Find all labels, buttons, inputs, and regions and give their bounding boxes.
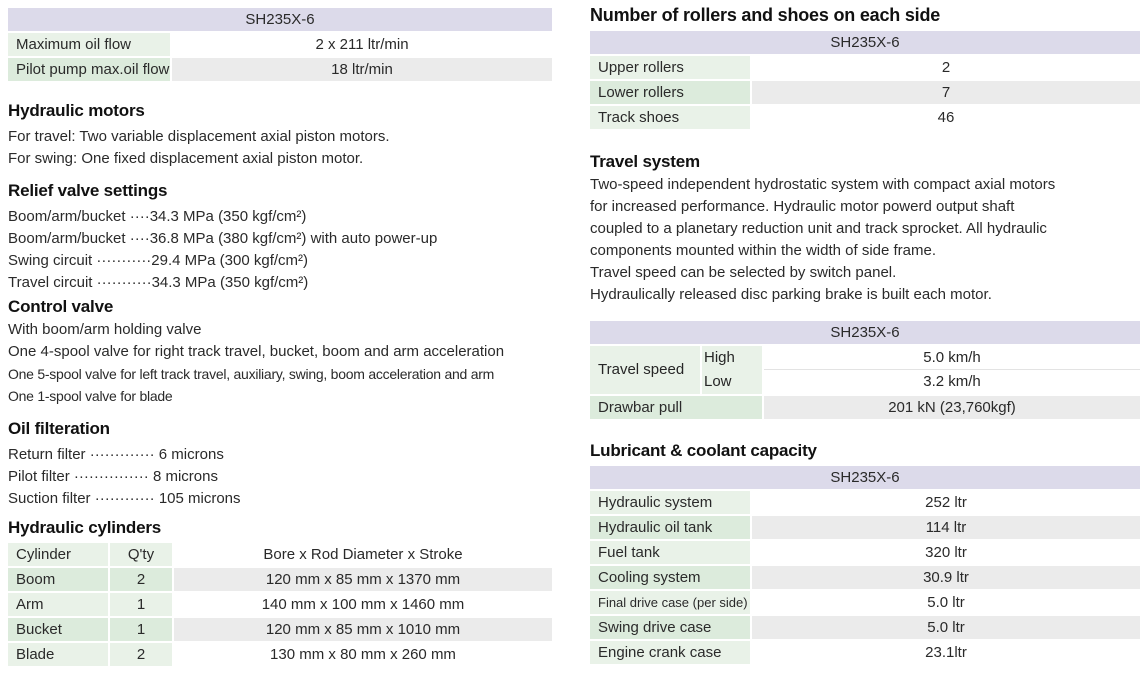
- row-label: Track shoes: [590, 106, 750, 129]
- table-row: [590, 491, 1140, 514]
- table-header-row: [8, 543, 552, 566]
- row-label: Lower rollers: [590, 81, 750, 104]
- col-header-qty: Q'ty: [110, 543, 172, 566]
- section-title: Relief valve settings: [8, 181, 168, 200]
- text-line: One 5-spool valve for left track travel, auxiliary, swing, boom acceleration and arm: [8, 366, 495, 382]
- row-value: 252 ltr: [752, 491, 1140, 514]
- model-header: SH235X-6: [590, 466, 1140, 489]
- speed-value-column: [764, 346, 1140, 394]
- table-row: [8, 568, 552, 591]
- text-line: Boom/arm/bucket ····34.3 MPa (350 kgf/cm²): [8, 208, 307, 225]
- text-line: Boom/arm/bucket ····36.8 MPa (380 kgf/cm²) with auto power-up: [8, 230, 438, 247]
- row-value: 201 kN (23,760kgf): [764, 396, 1140, 419]
- row-label: Travel speed: [590, 346, 700, 394]
- section-title: Hydraulic cylinders: [8, 518, 162, 537]
- row-label: Upper rollers: [590, 56, 750, 79]
- section-title: Lubricant & coolant capacity: [590, 441, 817, 460]
- text-line: One 1-spool valve for blade: [8, 388, 173, 404]
- table-row: [590, 591, 1140, 614]
- row-value: 5.0 ltr: [752, 591, 1140, 614]
- section-title: Control valve: [8, 297, 114, 316]
- travel-system-section: [590, 152, 1140, 306]
- low-value: 3.2 km/h: [764, 370, 1140, 394]
- text-line: Return filter ············· 6 microns: [8, 446, 224, 463]
- row-qty: 2: [110, 568, 172, 591]
- row-label: Fuel tank: [590, 541, 750, 564]
- section-title: Number of rollers and shoes on each side: [590, 5, 941, 25]
- text-line: With boom/arm holding valve: [8, 321, 202, 338]
- row-label: Engine crank case: [590, 641, 750, 664]
- section-title: Oil filteration: [8, 419, 110, 438]
- relief-valve-section: [8, 181, 552, 294]
- row-qty: 2: [110, 643, 172, 666]
- row-label: Arm: [8, 593, 108, 616]
- row-value: 120 mm x 85 mm x 1010 mm: [174, 618, 552, 641]
- row-value: 140 mm x 100 mm x 1460 mm: [174, 593, 552, 616]
- table-header-row: [590, 321, 1140, 344]
- table-row: [8, 593, 552, 616]
- row-qty: 1: [110, 618, 172, 641]
- row-value: 2 x 211 ltr/min: [172, 33, 552, 56]
- rollers-section: [590, 5, 1140, 131]
- speed-mode-column: [702, 346, 762, 394]
- hydraulic-motors-section: [8, 101, 552, 170]
- text-line: coupled to a planetary reduction unit and track sprocket. All hydraulic: [590, 220, 1047, 237]
- text-line: One 4-spool valve for right track travel, bucket, boom and arm acceleration: [8, 343, 505, 360]
- travel-speed-rows: [590, 346, 1140, 394]
- row-label: Hydraulic system: [590, 491, 750, 514]
- text-line: for increased performance. Hydraulic motor powerd output shaft: [590, 198, 1015, 215]
- model-header: SH235X-6: [590, 31, 1140, 54]
- cylinders-table: [8, 543, 552, 666]
- row-value: 2: [752, 56, 1140, 79]
- travel-speed-table: [590, 321, 1140, 421]
- table-row: [590, 541, 1140, 564]
- table-row: [590, 566, 1140, 589]
- row-label: Bucket: [8, 618, 108, 641]
- table-row: [590, 616, 1140, 639]
- table-row: [590, 81, 1140, 104]
- table-header-row: [590, 31, 1140, 54]
- model-header: SH235X-6: [590, 321, 1140, 344]
- text-line: For swing: One fixed displacement axial piston motor.: [8, 150, 364, 167]
- row-label: Boom: [8, 568, 108, 591]
- hydraulic-cylinders-section: [8, 518, 552, 668]
- row-value: 18 ltr/min: [172, 58, 552, 81]
- row-qty: 1: [110, 593, 172, 616]
- row-value: 23.1ltr: [752, 641, 1140, 664]
- rollers-table: [590, 31, 1140, 129]
- row-label: Blade: [8, 643, 108, 666]
- text-line: Swing circuit ···········29.4 MPa (300 kgf/cm²): [8, 252, 309, 269]
- row-value: 7: [752, 81, 1140, 104]
- table-row: [590, 106, 1140, 129]
- row-label: Final drive case (per side): [590, 591, 750, 614]
- row-value: 130 mm x 80 mm x 260 mm: [174, 643, 552, 666]
- table-row: [590, 516, 1140, 539]
- pump-flow-table: [8, 8, 552, 83]
- col-header-cylinder: Cylinder: [8, 543, 108, 566]
- text-line: components mounted within the width of side frame.: [590, 242, 937, 259]
- table-header-row: [590, 466, 1140, 489]
- table-header-row: [8, 8, 552, 31]
- row-label: Drawbar pull: [590, 396, 762, 419]
- row-value: 5.0 ltr: [752, 616, 1140, 639]
- model-header: SH235X-6: [8, 8, 552, 31]
- col-header-dims: Bore x Rod Diameter x Stroke: [174, 543, 552, 566]
- lubricant-table: [590, 466, 1140, 664]
- row-value: 46: [752, 106, 1140, 129]
- text-line: Pilot filter ··············· 8 microns: [8, 468, 218, 485]
- row-label: Hydraulic oil tank: [590, 516, 750, 539]
- lubricant-section: [590, 441, 1140, 666]
- table-row: [590, 641, 1140, 664]
- text-line: Hydraulically released disc parking brake is built each motor.: [590, 286, 992, 303]
- high-value: 5.0 km/h: [764, 346, 1140, 370]
- oil-filteration-section: [8, 419, 552, 510]
- text-line: Two-speed independent hydrostatic system with compact axial motors: [590, 176, 1056, 193]
- text-line: For travel: Two variable displacement axial piston motors.: [8, 128, 390, 145]
- section-title: Travel system: [590, 152, 700, 171]
- row-value: 320 ltr: [752, 541, 1140, 564]
- table-row: [590, 56, 1140, 79]
- row-label: Cooling system: [590, 566, 750, 589]
- row-value: 114 ltr: [752, 516, 1140, 539]
- table-row: [8, 58, 552, 81]
- row-value: 120 mm x 85 mm x 1370 mm: [174, 568, 552, 591]
- low-label: Low: [704, 373, 732, 390]
- high-label: High: [704, 349, 735, 366]
- row-label: Maximum oil flow: [8, 33, 170, 56]
- table-row: [590, 396, 1140, 419]
- row-label: Pilot pump max.oil flow: [8, 58, 170, 81]
- text-line: Travel speed can be selected by switch panel.: [590, 264, 897, 281]
- table-row: [8, 618, 552, 641]
- row-label: Swing drive case: [590, 616, 750, 639]
- table-row: [8, 643, 552, 666]
- text-line: Suction filter ············ 105 microns: [8, 490, 241, 507]
- section-title: Hydraulic motors: [8, 101, 145, 120]
- text-line: Travel circuit ···········34.3 MPa (350 kgf/cm²): [8, 274, 309, 291]
- row-value: 30.9 ltr: [752, 566, 1140, 589]
- table-row: [8, 33, 552, 56]
- control-valve-section: [8, 297, 552, 407]
